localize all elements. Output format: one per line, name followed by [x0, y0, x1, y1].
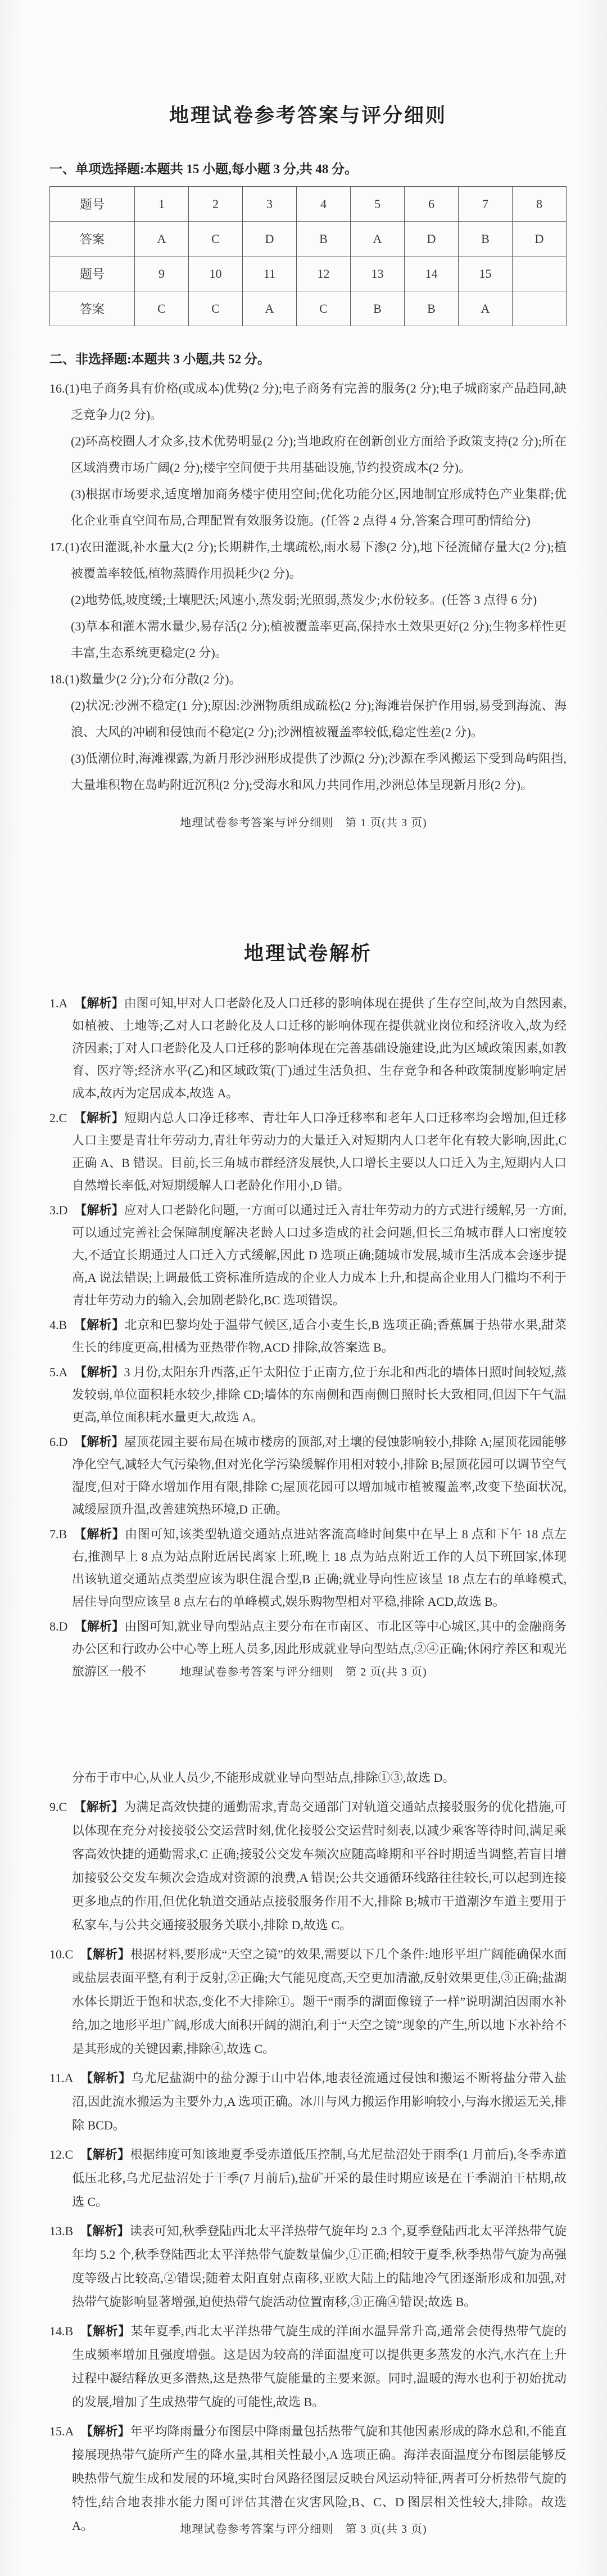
page1-answer-blocks — [49, 375, 567, 798]
answer-letter-cell: A — [135, 222, 189, 256]
item-explanation-text: 根据材料,要形成“天空之镜”的效果,需要以下几个条件:地形平坦广阔能确保水面或盐层表面平整,有利于反射,②正确;大气能见度高,天空更加清澈,反射效果更佳,③正确;盐湖水体长期近于饱和状态,变化不大排除①。题干“雨季的湖面像镜子一样”说明湖泊因雨水补给,加之地形平坦广阔,形成大面积开阔的湖泊,利于“天空之镜”现象的产生,所以地下水补给不是其形成的关键因素,排除④,故选 C。 — [72, 1947, 567, 2056]
item-explanation-text: 短期内总人口净迁移率、青壮年人口净迁移率和老年人口迁移率均会增加,但迁移人口主要是青壮年劳动力,青壮年劳动力的大量迁入对短期内人口老年化有较大影响,因此,C 正确 A、B 错误。目前,长三角城市群经济发展快,人口增长主要以人口迁入为主,短期内人口自然增长率低,对短期缓解人口老龄化作用小,D 错。 — [72, 1111, 567, 1192]
explanation-item — [49, 1943, 567, 2061]
question-number-cell: 3 — [243, 187, 297, 222]
answer-block: (3)根据市场要求,适度增加商务楼宇使用空间;优化功能分区,因地制宜形成特色产业集群;优化企业垂直空间布局,合理配置有效服务设施。(任答 2 点得 4 分,答案合理可酌情给分) — [71, 487, 567, 528]
answer-block: 16.(1)电子商务具有价格(或成本)优势(2 分);电子商务有完善的服务(2 分);电子城商家产品趋同,缺乏竞争力(2 分)。 — [49, 381, 567, 422]
question-number-cell: 7 — [459, 187, 513, 222]
answer-letter-cell: B — [297, 222, 351, 256]
answer-letter-cell: A — [459, 291, 513, 326]
analysis-marker: 【解析】 — [74, 1800, 124, 1814]
item-number-answer-label: 13.B — [49, 2224, 74, 2238]
explanation-item — [49, 2320, 567, 2414]
answer-letter-cell: B — [405, 291, 459, 326]
explanation-item — [49, 1523, 567, 1613]
answer-letter-cell: D — [513, 222, 567, 256]
item-explanation-text: 年平均降雨量分布图层中降雨量包括热带气旋和其他因素形成的降水总和,不能直接展现热带气旋所产生的降水量,其相关性最小,A 选项正确。海洋表面温度分布图层能够反映热带气旋生成和发展的环境,实时台风路径图层反映台风运动特征,两者可分析热带气旋的特性,结合地表排水能力图可评估其潜在灾害风险,B、C、D 图层相关性较大,排除。故选 A。 — [72, 2424, 567, 2533]
answer-block: 18.(1)数量少(2 分);分布分散(2 分)。 — [49, 672, 242, 686]
answer-letter-cell: C — [189, 222, 243, 256]
question-number-cell: 8 — [513, 187, 567, 222]
item-explanation-text: 乌尤尼盐湖中的盐分源于山中岩体,地表径流通过侵蚀和搬运不断将盐分带入盐沼,因此流水搬运为主要外力,A 选项正确。冰川与风力搬运作用影响较小,与海水搬运无关,排除 BCD。 — [72, 2071, 567, 2132]
answer-letter-cell: B — [351, 291, 405, 326]
question-number-cell: 14 — [405, 256, 459, 291]
question-number-cell: 2 — [189, 187, 243, 222]
question-number-cell: 5 — [351, 187, 405, 222]
explanation-item — [49, 2143, 567, 2214]
item-explanation-text: 由图可知,该类型轨道交通站点进站客流高峰时间集中在早上 8 点和下午 18 点左右,推测早上 8 点为站点附近居民离家上班,晚上 18 点为站点附近工作的人员下班回家,体现出该轨道交通站点类型应该为职住混合型,B 正确;就业导向性应该呈 18 点左右的单峰模式,居住导向型应该呈 8 点左右的单峰模式,娱乐购物型相对平稳,排除 ACD,故选 B。 — [72, 1527, 567, 1609]
explanation-item — [49, 992, 567, 1105]
answer-block: (2)地势低,坡度缓;土壤肥沃;风速小,蒸发弱;光照弱,蒸发少;水份较多。(任答 3 点得 6 分) — [71, 593, 537, 607]
answer-block: (2)环高校圈人才众多,技术优势明显(2 分);当地政府在创新创业方面给予政策支持(2 分);所在区域消费市场广阔(2 分);楼宇空间便于共用基础设施,节约投资成本(2 分)。 — [71, 434, 567, 475]
item-number-answer-label: 4.B — [49, 1318, 67, 1332]
item-number-answer-label: 7.B — [49, 1527, 67, 1541]
explanation-item — [49, 1107, 567, 1197]
section-heading-single-choice: 一、单项选择题:本题共 15 小题,每小题 3 分,共 48 分。 — [49, 162, 358, 176]
page3-explanation-items — [49, 1795, 567, 2538]
answer-letter-cell: D — [243, 222, 297, 256]
analysis-marker: 【解析】 — [74, 996, 124, 1010]
question-number-cell: 9 — [135, 256, 189, 291]
item-explanation-text: 北京和巴黎均处于温带气候区,适合小麦生长,B 选项正确;香蕉属于热带水果,甜菜生长的纬度更高,柑橘为亚热带作物,ACD 排除,故答案选 B。 — [72, 1318, 567, 1354]
page-2 — [0, 922, 607, 1685]
analysis-marker: 【解析】 — [74, 1203, 124, 1217]
item-number-answer-label: 12.C — [49, 2147, 74, 2161]
question-number-cell — [513, 256, 567, 291]
item-number-answer-label: 3.D — [49, 1203, 68, 1217]
explanation-item — [49, 1795, 567, 1937]
answer-letter-cell: C — [189, 291, 243, 326]
answer-table-row — [50, 291, 567, 326]
answer-table-row — [50, 187, 567, 222]
page2-explanation-items — [49, 992, 567, 1683]
answer-letter-cell: A — [243, 291, 297, 326]
item-explanation-text: 根据纬度可知该地夏季受赤道低压控制,乌尤尼盐沼处于雨季(1 月前后),冬季赤道低压北移,乌尤尼盐沼处于干季(7 月前后),盐矿开采的最佳时期应该是在干季湖泊干枯期,故选 C。 — [72, 2147, 567, 2209]
page-1-footer: 地理试卷参考答案与评分细则 第 1 页(共 3 页) — [180, 817, 427, 829]
item-number-answer-label: 2.C — [49, 1111, 67, 1125]
analysis-marker: 【解析】 — [80, 2071, 132, 2085]
page-title: 地理试卷参考答案与评分细则 — [169, 105, 447, 127]
table-row-header: 答案 — [50, 222, 135, 256]
answer-letter-cell: D — [405, 222, 459, 256]
question-number-cell: 6 — [405, 187, 459, 222]
question-number-cell: 4 — [297, 187, 351, 222]
question-number-cell: 11 — [243, 256, 297, 291]
item-explanation-text: 为满足高效快捷的通勤需求,青岛交通部门对轨道交通站点接驳服务的优化措施,可以体现在充分对接接驳公交运营时刻,优化接驳公交运营时刻表,以减少乘客等待时间,满足乘客高效快捷的通勤需求,C 正确;接驳公交发车频次应随高峰期和平谷时期适当调整,若盲目增加接驳公交发车频次会造成对资源的浪费,A 错误;公共交通循环线路往往较长,可以起到连接更多地点的作用,但优化轨道交通站点接驳服务作用不大,排除 B;城市干道潮汐车道主要用于私家车,与公共交通接驳服务关联小,排除 D,故选 C。 — [72, 1800, 567, 1932]
answer-letter-cell: C — [297, 291, 351, 326]
analysis-marker: 【解析】 — [74, 1527, 125, 1541]
analysis-marker: 【解析】 — [80, 1947, 130, 1961]
item-explanation-text: 应对人口老龄化问题,一方面可以通过迁入青壮年劳动力的方式进行缓解,另一方面,可以通过完善社会保障制度解决老龄人口过多造成的社会问题,但长三角城市群人口密度较大,不适宜长期通过人口迁入方式缓解,因此 D 选项正确;随城市发展,城市生活成本会逐步提高,A 说法错误;上调最低工资标准所造成的企业人力成本上升,和提高企业用人门槛均不利于青壮年劳动力的输入,会加剧老龄化,BC 选项错误。 — [72, 1203, 567, 1307]
answer-block: (2)状况:沙洲不稳定(1 分);原因:沙洲物质组成疏松(2 分);海滩岩保护作用弱,易受到海流、海浪、大风的冲刷和侵蚀而不稳定(2 分);沙洲植被覆盖率较低,稳定性差(2 分)。 — [71, 699, 567, 739]
analysis-marker: 【解析】 — [80, 2224, 130, 2238]
table-row-header: 答案 — [50, 291, 135, 326]
analysis-marker: 【解析】 — [74, 1318, 125, 1332]
answer-letter-cell: C — [135, 291, 189, 326]
explanation-item — [49, 2066, 567, 2137]
explanation-item — [49, 2219, 567, 2314]
analysis-marker: 【解析】 — [74, 1619, 125, 1633]
analysis-marker: 【解析】 — [80, 2147, 130, 2161]
item-number-answer-label: 10.C — [49, 1947, 74, 1961]
answer-block: (3)草本和灌木需水量少,易存活(2 分);植被覆盖率更高,保持水土效果更好(2 分);生物多样性更丰富,生态系统更稳定(2 分)。 — [71, 619, 567, 660]
item-explanation-text: 读表可知,秋季登陆西北太平洋热带气旋年均 2.3 个,夏季登陆西北太平洋热带气旋年均 5.2 个,秋季登陆西北太平洋热带气旋数量偏少,①正确;相较于夏季,秋季热带气旋为高强度等级占比较高,②错误;随着太阳直射点南移,亚欧大陆上的陆地冷气团逐渐形成和加强,对热带气旋影响显著增强,迫使热带气旋活动位置南移,③正确④错误;故选 B。 — [72, 2224, 567, 2309]
item-number-answer-label: 5.A — [49, 1365, 68, 1379]
analysis-marker: 【解析】 — [80, 2424, 130, 2438]
item-number-answer-label: 1.A — [49, 996, 68, 1010]
answer-table — [49, 186, 567, 326]
answer-block: (3)低潮位时,海滩裸露,为新月形沙洲形成提供了沙源(2 分);沙源在季风搬运下受到岛屿阻挡,大量堆积物在岛屿附近沉积(2 分);受海水和风力共同作用,沙洲总体呈现新月形(2 分)。 — [71, 751, 567, 792]
item-explanation-text: 某年夏季,西北太平洋热带气旋生成的洋面水温异常升高,通常会使得热带气旋的生成频率增加且强度增强。这是因为较高的洋面温度可以提供更多蒸发的水汽,水汽在上升过程中凝结释放更多潜热,这是热带气旋能量的主要来源。同时,温暖的海水也利于初始扰动的发展,增加了生成热带气旋的可能性,故选 B。 — [72, 2324, 567, 2409]
answer-table-row — [50, 256, 567, 291]
item-number-answer-label: 6.D — [49, 1435, 68, 1449]
answer-letter-cell — [513, 291, 567, 326]
explanation-item — [49, 1199, 567, 1312]
answer-table-row — [50, 222, 567, 256]
item-number-answer-label: 11.A — [49, 2071, 74, 2085]
item-number-answer-label: 15.A — [49, 2424, 74, 2438]
answer-letter-cell: B — [459, 222, 513, 256]
question-number-cell: 1 — [135, 187, 189, 222]
item-number-answer-label: 8.D — [49, 1619, 68, 1633]
continuation-paragraph: 分布于市中心,从业人员少,不能形成就业导向型站点,排除①③,故选 D。 — [72, 1771, 455, 1785]
question-number-cell: 12 — [297, 256, 351, 291]
page-1 — [0, 0, 607, 798]
item-explanation-text: 由图可知,甲对人口老龄化及人口迁移的影响体现在提供了生存空间,故为自然因素,如植被、土地等;乙对人口老龄化及人口迁移的影响体现在提供就业岗位和经济收入,故为经济因素;丁对人口老龄化及人口迁移的影响体现在完善基础设施建设,此为区域政策因素,如教育、医疗等;经济水平(乙)和区域政策(丁)通过生活负担、生存竞争和各种政策制度影响定居成本,故丙为定居成本,故选 A。 — [72, 996, 567, 1100]
answer-block: 17.(1)农田灌溉,补水量大(2 分);长期耕作,土壤疏松,雨水易下渗(2 分),地下径流储存量大(2 分);植被覆盖率较低,植物蒸腾作用损耗少(2 分)。 — [49, 540, 567, 580]
item-explanation-text: 由图可知,就业导向型站点主要分布在市南区、市北区等中心城区,其中的金融商务办公区和行政办公中心等上班人员多,因此形成就业导向型站点,②④正确;休闲疗养区和观光旅游区一般不 — [72, 1619, 567, 1678]
analysis-title: 地理试卷解析 — [243, 943, 372, 965]
page-2-footer: 地理试卷参考答案与评分细则 第 2 页(共 3 页) — [180, 1666, 427, 1678]
question-number-cell: 13 — [351, 256, 405, 291]
page-3 — [0, 1754, 607, 2543]
question-number-cell: 10 — [189, 256, 243, 291]
analysis-marker: 【解析】 — [74, 1435, 124, 1449]
table-row-header: 题号 — [50, 187, 135, 222]
section-heading-non-choice: 二、非选择题:本题共 3 小题,共 52 分。 — [49, 352, 270, 366]
page-3-footer: 地理试卷参考答案与评分细则 第 3 页(共 3 页) — [180, 2523, 427, 2536]
item-number-answer-label: 9.C — [49, 1800, 67, 1814]
item-explanation-text: 屋顶花园主要布局在城市楼房的顶部,对土壤的侵蚀影响较小,排除 A;屋顶花园能够净化空气,减轻大气污染物,但对光化学污染缓解作用相对较小,排除 B;屋顶花园可以调节空气湿度,但对于降水增加作用有限,排除 C;屋顶花园可以增加城市植被覆盖率,改变下垫面状况,减缓屋顶升温,改善建筑热环境,D 正确。 — [72, 1435, 567, 1516]
table-row-header: 题号 — [50, 256, 135, 291]
analysis-marker: 【解析】 — [74, 1111, 124, 1125]
explanation-item — [49, 1361, 567, 1429]
answer-table-body — [50, 187, 567, 326]
question-number-cell: 15 — [459, 256, 513, 291]
explanation-item — [49, 1314, 567, 1359]
explanation-item — [49, 1431, 567, 1521]
item-explanation-text: 3 月份,太阳东升西落,正午太阳位于正南方,位于东北和西北的墙体日照时间较短,蒸发较弱,单位面积耗水较少,排除 CD;墙体的东南侧和西南侧日照时长大致相同,但因下午气温更高,单位面积耗水量更大,故选 A。 — [72, 1365, 567, 1424]
answer-letter-cell: A — [351, 222, 405, 256]
analysis-marker: 【解析】 — [74, 1365, 124, 1379]
item-number-answer-label: 14.B — [49, 2324, 74, 2338]
analysis-marker: 【解析】 — [80, 2324, 131, 2338]
